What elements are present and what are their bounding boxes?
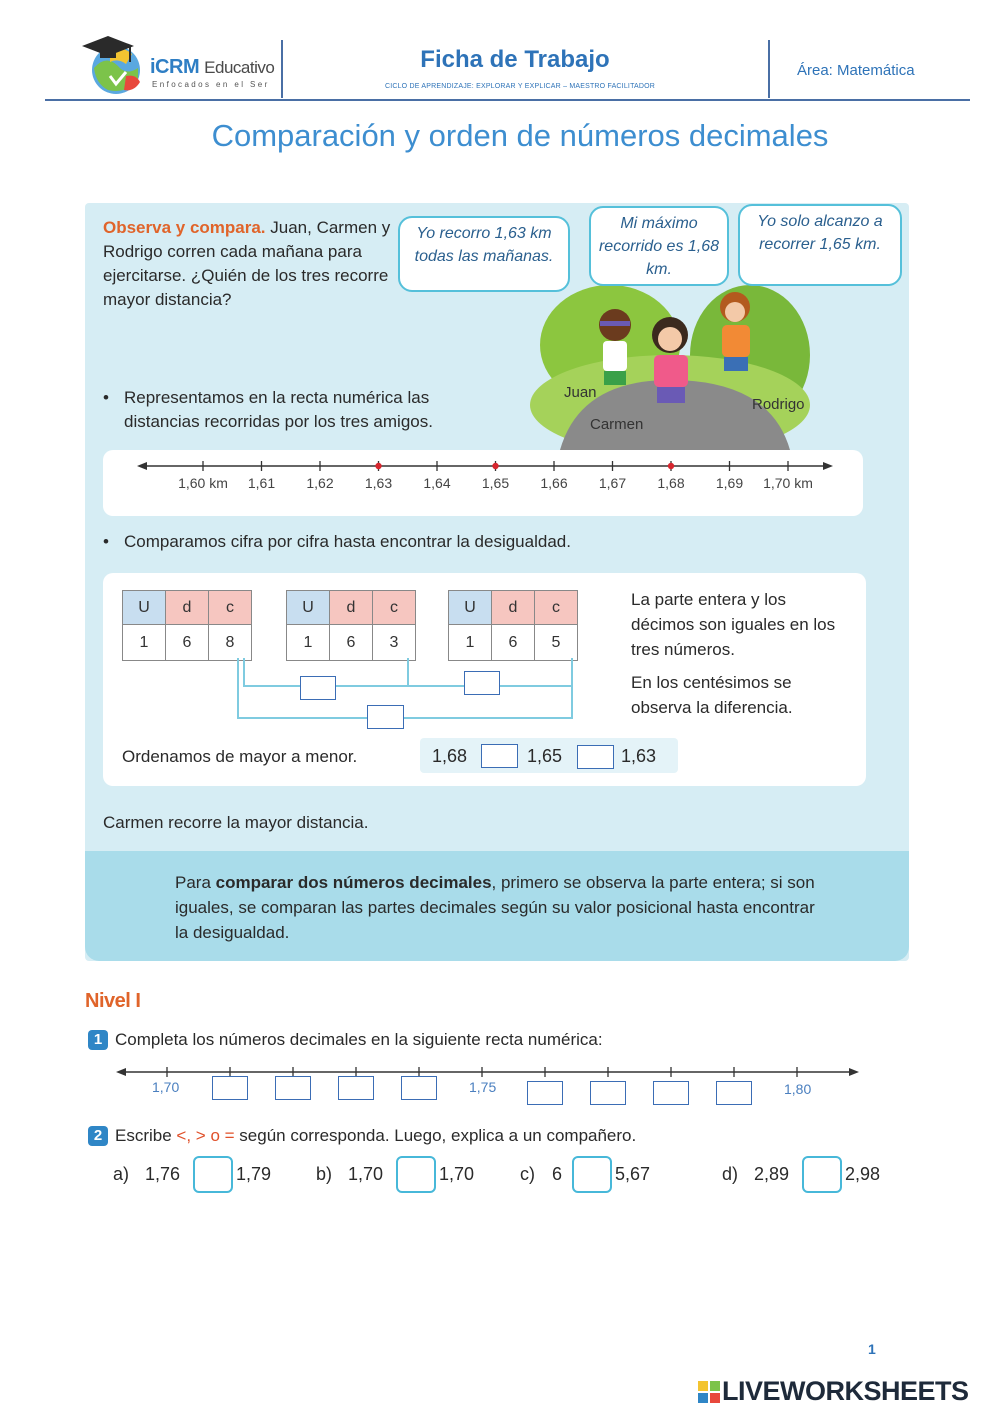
comparison-left-value: 2,89 [754,1164,790,1184]
speech-bubble-juan: Yo recorro 1,63 km todas las mañanas. [398,216,570,292]
digit-value: 6 [182,633,192,651]
comparison-connectors [120,656,600,726]
exercise-2-number: 2 [88,1126,108,1146]
logo-tagline: Enfocados en el Ser [152,80,270,89]
number-line-1-marked-point [375,463,381,469]
place-value-header: c [209,591,252,625]
liveworksheets-watermark: LIVEWORKSHEETS [722,1376,969,1406]
exercise-1-text: Completa los números decimales en la siguiente recta numérica: [115,1030,603,1049]
number-line-1-marked-point [668,463,674,469]
number-line-1-label: 1,62 [306,475,334,491]
number-line-2-answer-box[interactable] [212,1076,248,1100]
exercise-2-text: Escribe <, > o = según corresponda. Luego, explica a un compañero. [115,1126,637,1145]
place-value-header: U [123,591,166,625]
comparison-answer-box[interactable] [396,1156,436,1193]
digit-value: 1 [465,633,475,651]
comparison-item-letter: d) [722,1164,739,1184]
puzzle-globe-icon [80,32,150,98]
page-title: Comparación y orden de números decimales [211,118,829,153]
number-line-1-label: 1,68 [657,475,685,491]
side-note-equal: La parte entera y los décimos son iguales en los tres números. [631,590,836,659]
place-value-header: d [492,591,535,625]
label-juan: Juan [564,384,597,401]
comparison-left-value: 1,76 [145,1164,181,1184]
digit-value: 6 [508,633,518,651]
learning-cycle: CICLO DE APRENDIZAJE: EXPLORAR Y EXPLICAR – MAESTRO FACILITADOR [384,83,656,90]
answer-box-compare-1[interactable] [300,676,336,700]
number-line-2-answer-box[interactable] [590,1081,626,1105]
comparison-item-letter: c) [520,1164,535,1184]
bullet-represent: • [103,388,109,407]
subject-area: Área: Matemática [797,62,915,79]
number-line-2-label-end: 1,80 [784,1081,812,1097]
number-line-1-label: 1,67 [598,475,627,491]
answer-box-order-1[interactable] [481,744,518,768]
comparison-right-value: 1,70 [439,1164,475,1184]
place-value-table [122,590,252,661]
header-divider-left [281,40,283,98]
number-line-1-label: 1,66 [540,475,568,491]
logo [80,32,150,98]
digit-value: 1 [303,633,313,651]
number-line-2-answer-box[interactable] [527,1081,563,1105]
comparison-right-value: 1,79 [236,1164,272,1184]
digit-value: 1 [139,633,149,651]
digit-value: 5 [551,633,561,651]
speech-bubble-rodrigo: Yo solo alcanzo a recorrer 1,65 km. [738,204,902,286]
comparison-answer-box[interactable] [193,1156,233,1193]
page-number: 1 [868,1341,876,1357]
intro-text: Observa y compara. Juan, Carmen y Rodrigo corren cada mañana para ejercitarse. ¿Quién de los tres recorre mayor distancia? [103,218,391,309]
order-value-1: 1,68 [432,746,468,766]
digit-value: 8 [225,633,235,651]
compare-text: Comparamos cifra por cifra hasta encontrar la desigualdad. [124,532,571,551]
comparison-right-value: 5,67 [615,1164,651,1184]
order-label: Ordenamos de mayor a menor. [122,747,358,766]
digit-value: 6 [346,633,356,651]
comparison-item-letter: b) [316,1164,333,1184]
number-line-1-marked-point [492,463,498,469]
exercise-1-number: 1 [88,1030,108,1050]
answer-box-compare-3[interactable] [367,705,404,729]
number-line-2-label-mid: 1,75 [469,1079,497,1095]
number-line-2-answer-box[interactable] [653,1081,689,1105]
number-line-2-answer-box[interactable] [401,1076,437,1100]
represent-text: Representamos en la recta numérica las distancias recorridas por los tres amigos. [124,388,433,431]
order-value-2: 1,65 [527,746,563,766]
place-value-header: d [330,591,373,625]
runners-illustration [520,285,810,450]
number-line-1-label: 1,70 km [763,475,813,491]
number-line-2-answer-box[interactable] [275,1076,311,1100]
comparison-right-value: 2,98 [845,1164,881,1184]
comparison-left-value: 1,70 [348,1164,384,1184]
number-line-1-label: 1,69 [715,475,744,491]
level-heading: Nivel I [85,990,141,1012]
place-value-header: c [535,591,578,625]
number-line-1-label: 1,60 km [178,475,228,491]
comparison-item-letter: a) [113,1164,130,1184]
header-rule [45,99,970,101]
place-value-header: U [287,591,330,625]
rule-text: Para comparar dos números decimales, primero se observa la parte entera; si son iguales, se comparan las partes decimales según su valor posicional hasta encontrar la desigualdad. [175,873,815,942]
number-line-2-label-start: 1,70 [152,1079,180,1095]
liveworksheets-logo-icon [698,1381,720,1403]
number-line-1-label: 1,61 [247,475,276,491]
place-value-table [448,590,578,661]
worksheet-title: Ficha de Trabajo [420,46,610,73]
place-value-header: U [449,591,492,625]
speech-bubble-carmen: Mi máximo recorrido es 1,68 km. [589,206,729,286]
number-line-1-label: 1,64 [423,475,451,491]
number-line-2-answer-box[interactable] [338,1076,374,1100]
comparison-answer-box[interactable] [572,1156,612,1193]
order-value-3: 1,63 [621,746,657,766]
place-value-header: d [166,591,209,625]
number-line-2-answer-box[interactable] [716,1081,752,1105]
digit-value: 3 [389,633,399,651]
place-value-header: c [373,591,416,625]
header-divider-right [768,40,770,98]
bullet-compare: • [103,532,109,551]
number-line-1-label: 1,65 [481,475,510,491]
number-line-1-label: 1,63 [364,475,393,491]
label-rodrigo: Rodrigo [752,396,805,413]
answer-box-order-2[interactable] [577,745,614,769]
comparison-answer-box[interactable] [802,1156,842,1193]
conclusion-text: Carmen recorre la mayor distancia. [103,813,369,832]
answer-box-compare-2[interactable] [464,671,500,695]
side-note-difference: En los centésimos se observa la diferencia. [631,673,793,717]
place-value-table [286,590,416,661]
label-carmen: Carmen [590,416,644,433]
comparison-left-value: 6 [552,1164,563,1184]
logo-text: iCRM Educativo [150,56,275,78]
